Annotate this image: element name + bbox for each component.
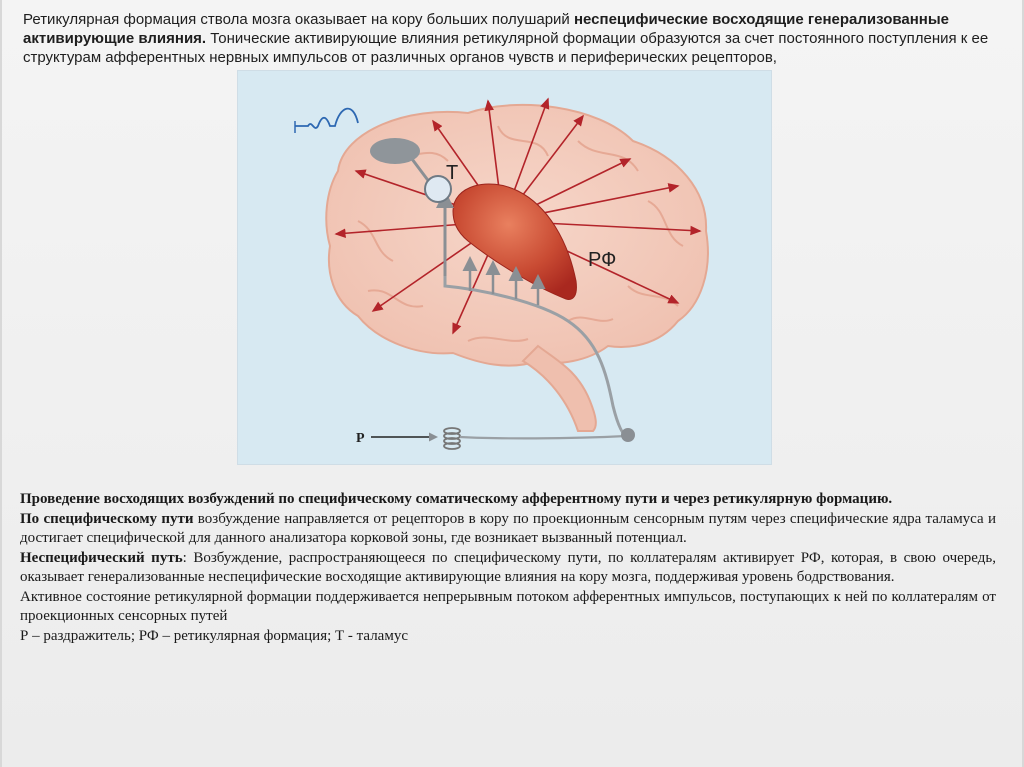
receptor-fiber	[460, 436, 626, 438]
intro-bold-text: неспецифические восходящие генерализованные активирующие влияния.	[23, 11, 949, 47]
evoked-potential-wave	[295, 109, 358, 128]
specific-path-text: возбуждение направляется от рецепторов в кору по проекционным сенсорным путям через специфические ядра таламуса и достигает специфической для данного анализатора корковой зоны, где возникает вызванный потенциал.	[20, 510, 996, 546]
slide-border-left	[0, 0, 2, 767]
receptor-coil	[444, 428, 460, 449]
nonspecific-path-paragraph	[20, 549, 996, 588]
intro-text-2: Тонические активирующие влияния ретикулярной формации образуются за счет постоянного поступления к ее структурам афферентных нервных импульсов от различных органов чувств и периферических рецепторов,	[23, 30, 989, 66]
nonspecific-path-label: Неспецифический путь	[20, 549, 183, 566]
thalamus-label: Т	[446, 162, 459, 184]
intro-text-1: Ретикулярная формация ствола мозга оказывает на кору больших полушарий	[23, 11, 574, 28]
specific-path-label: По специфическому пути	[20, 510, 194, 527]
ganglion-node	[621, 428, 635, 442]
rf-label: РФ	[588, 249, 617, 271]
specific-path-paragraph	[20, 510, 996, 549]
active-state-paragraph: Активное состояние ретикулярной формации поддерживается непрерывным потоком афферентных импульсов, поступающих к ней по коллатералям от проекционных сенсорных путей	[20, 588, 996, 624]
pathway-heading-text: Проведение восходящих возбуждений по специфическому соматическому афферентному пути и через ретикулярную формацию.	[20, 491, 893, 507]
intro-paragraph	[23, 10, 1003, 67]
pathway-heading	[20, 490, 996, 510]
brain-diagram	[237, 70, 772, 465]
stimulus-label: Р	[356, 431, 365, 446]
body-text	[20, 490, 996, 646]
legend-paragraph: Р – раздражитель; РФ – ретикулярная формация; Т - таламус	[20, 627, 408, 644]
cortex-zone	[370, 138, 420, 164]
nonspecific-path-text: : Возбуждение, распространяющееся по специфическому пути, по коллатералям активирует РФ, которая, в свою очередь, оказывает генерализованные неспецифические восходящие активирующие влияния на кору мозга, поддерживая уровень бодрствования.	[20, 549, 996, 585]
brain-diagram-svg	[238, 71, 771, 464]
